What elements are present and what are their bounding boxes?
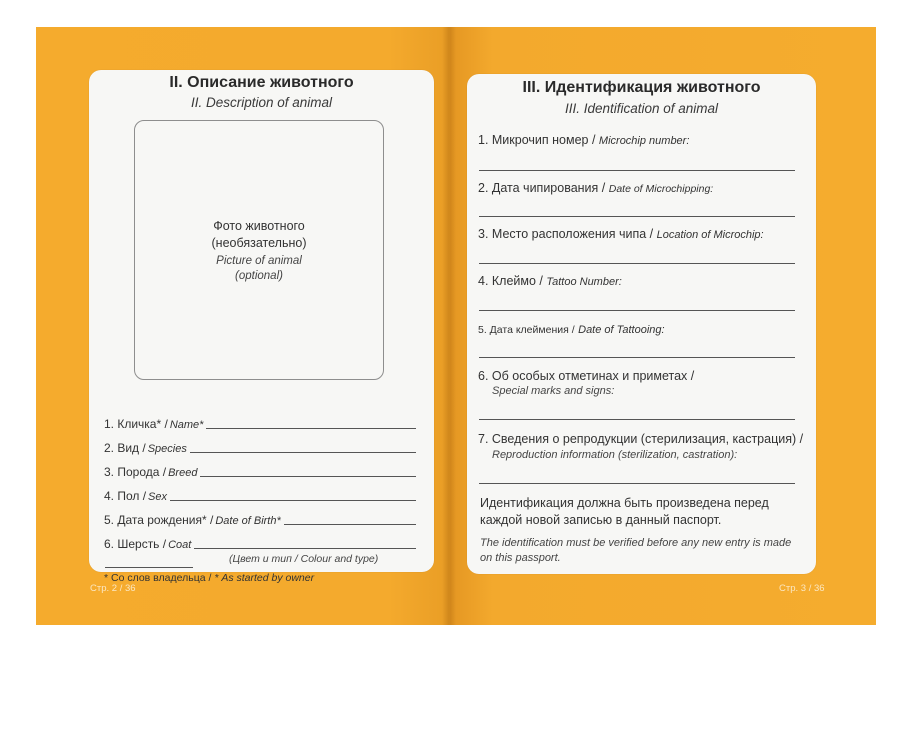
item-tattoo-date [478,322,665,336]
notice-ru-line-2: каждой новой записью в данный паспорт. [480,513,722,527]
field-species-line [190,451,416,453]
item-microchip-number [478,133,689,147]
item-microchip-location-ru: 3. Место расположения чипа / [478,227,654,241]
item-microchip-location [478,227,764,241]
item-tattoo-number-ru: 4. Клеймо / [478,274,543,288]
item-microchip-date [478,181,713,195]
field-sex-label-ru: 4. Пол / [104,489,147,503]
photo-label-ru-1: Фото животного [213,219,305,233]
item-reproduction-ru: 7. Сведения о репродукции (стерилизация, кастрация) / [478,432,804,446]
coat-extra-line[interactable] [105,567,193,568]
field-breed[interactable] [104,463,416,479]
field-breed-line [200,475,416,477]
field-sex[interactable] [104,487,416,503]
item-tattoo-date-en: Date of Tattooing: [578,324,665,336]
field-dob-label-ru: 5. Дата рождения* / [104,513,214,527]
coat-hint: (Цвет и тип / Colour and type) [229,553,379,565]
field-name-label-en: Name* [169,419,204,431]
notice-en-line-1: The identification must be verified before any new entry is made [480,537,792,549]
identification-title: III. Идентификация животного [522,79,761,96]
field-name[interactable] [104,415,416,431]
photo-label-en-1: Picture of animal [216,255,302,267]
field-coat-line [194,547,416,549]
field-dob-label-en: Date of Birth* [215,515,281,527]
field-species-label-en: Species [147,443,187,455]
field-sex-label-en: Sex [148,491,168,503]
item-microchip-date-ru: 2. Дата чипирования / [478,181,606,195]
microchip-location-line[interactable] [479,263,795,264]
photo-label-en-2: (optional) [235,270,283,282]
field-name-label-ru: 1. Кличка* / [104,417,168,431]
item-reproduction-en: Reproduction information (sterilization, castration): [492,449,738,461]
description-title: II. Описание животного [169,74,354,91]
field-breed-label-en: Breed [168,467,198,479]
field-date-of-birth[interactable] [104,511,416,527]
item-special-marks-en: Special marks and signs: [492,385,615,397]
description-subtitle: II. Description of animal [190,95,333,110]
identification-subtitle: III. Identification of animal [564,101,719,116]
item-microchip-number-en: Microchip number: [598,135,690,147]
passport-booklet [36,27,876,625]
item-tattoo-date-ru: 5. Дата клеймения / [478,324,575,336]
field-coat-label-en: Coat [168,539,192,551]
field-coat[interactable] [104,535,416,551]
notice-en-line-2: on this passport. [480,552,561,564]
photo-label-ru-2: (необязательно) [211,236,307,250]
owner-footnote-ru: * Со слов владельца / [104,572,212,584]
page-number-left: Стр. 2 / 36 [90,583,136,594]
field-sex-line [170,499,416,501]
item-tattoo-number-en: Tattoo Number: [546,276,622,288]
item-tattoo-number [478,274,622,288]
item-reproduction [478,432,803,446]
photo-placeholder[interactable] [134,120,384,380]
special-marks-line[interactable] [479,419,795,420]
tattoo-date-line[interactable] [479,357,795,358]
identification-card [467,74,816,574]
description-card [89,70,434,584]
owner-footnote-en: * As started by owner [214,572,315,584]
reproduction-line[interactable] [479,483,795,484]
field-breed-label-ru: 3. Порода / [104,465,167,479]
field-species-label-ru: 2. Вид / [104,441,146,455]
item-microchip-location-en: Location of Microchip: [656,229,764,241]
item-special-marks [478,369,694,383]
booklet-spine [442,27,456,625]
field-name-line [206,427,416,429]
notice-ru-line-1: Идентификация должна быть произведена перед [480,496,769,510]
item-microchip-date-en: Date of Microchipping: [608,183,714,195]
microchip-date-line[interactable] [479,216,795,217]
microchip-number-line[interactable] [479,170,795,171]
field-species[interactable] [104,439,416,455]
item-special-marks-ru: 6. Об особых отметинах и приметах / [478,369,695,383]
tattoo-number-line[interactable] [479,310,795,311]
field-coat-label-ru: 6. Шерсть / [104,537,167,551]
page-number-right: Стр. 3 / 36 [779,583,825,594]
item-microchip-number-ru: 1. Микрочип номер / [478,133,596,147]
field-dob-line [284,523,416,525]
